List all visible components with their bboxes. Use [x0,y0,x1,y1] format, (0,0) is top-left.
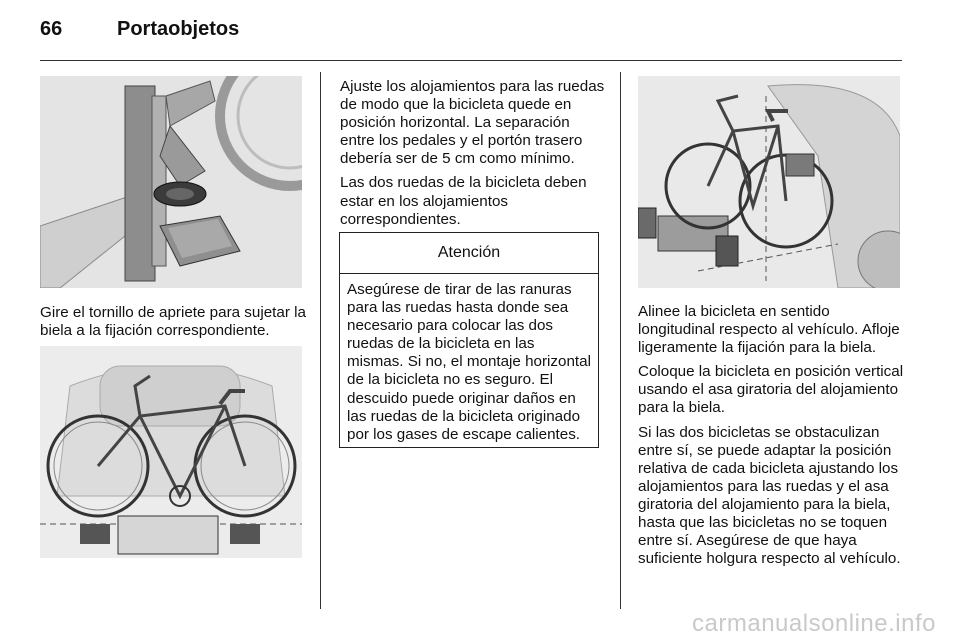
attention-box [339,232,599,448]
caption-crank-clamp [40,304,308,346]
illustration-crank-clamp [40,76,302,288]
attention-body: Asegúrese de tirar de las ranuras para las ruedas hasta donde sea necesario para colocar las dos ruedas de la bicicleta en las mismas. Si no, el montaje horizontal de la bicicleta no es seguro. El descuido puede originar daños en las ruedas de la bicicleta originado por los gases de escape calientes. [347,281,591,443]
paragraph-both-wheels: Las dos ruedas de la bicicleta deben estar en los alojamientos correspondientes. [340,174,587,228]
header-divider [40,60,902,61]
illustration-bike-rear-view [40,346,302,558]
column-divider-right [620,72,621,609]
page-header [0,0,960,62]
watermark: carmanualsonline.info [692,610,936,637]
illustration-bike-side-view [638,76,900,288]
instructions-column-2 [340,78,608,235]
attention-title: Atención [340,233,598,274]
paragraph-align-bike: Alinee la bicicleta en sentido longitudinal respecto al vehículo. Afloje ligeramente la fijación para la biela. [638,303,900,357]
paragraph-wheel-holders: Ajuste los alojamientos para las ruedas de modo que la bicicleta quede en posición horizontal. La separación entre los pedales y el portón trasero debería ser de 5 cm como mínimo. [340,78,605,168]
paragraph-vertical-position: Coloque la bicicleta en posición vertical usando el asa giratoria del alojamiento para la biela. [638,363,904,417]
caption-text: Gire el tornillo de apriete para sujetar la biela a la fijación correspondiente. [40,304,306,340]
page-title: Portaobjetos [117,18,240,40]
page-number: 66 [40,18,63,40]
paragraph-two-bikes: Si las dos bicicletas se obstaculizan entre sí, se puede adaptar la posición relativa de cada bicicleta ajustando los alojamientos para las ruedas y el asa giratoria del alojamiento para la biela, hasta que las bicicletas no se toquen entre sí. Asegúrese de que haya suficiente holgura respecto al vehículo. [638,423,901,568]
crank-clamp-drawing [40,76,302,288]
column-divider-left [320,72,321,609]
instructions-column-3 [638,303,904,574]
bike-rear-drawing [40,346,302,558]
bike-side-drawing [638,76,900,288]
